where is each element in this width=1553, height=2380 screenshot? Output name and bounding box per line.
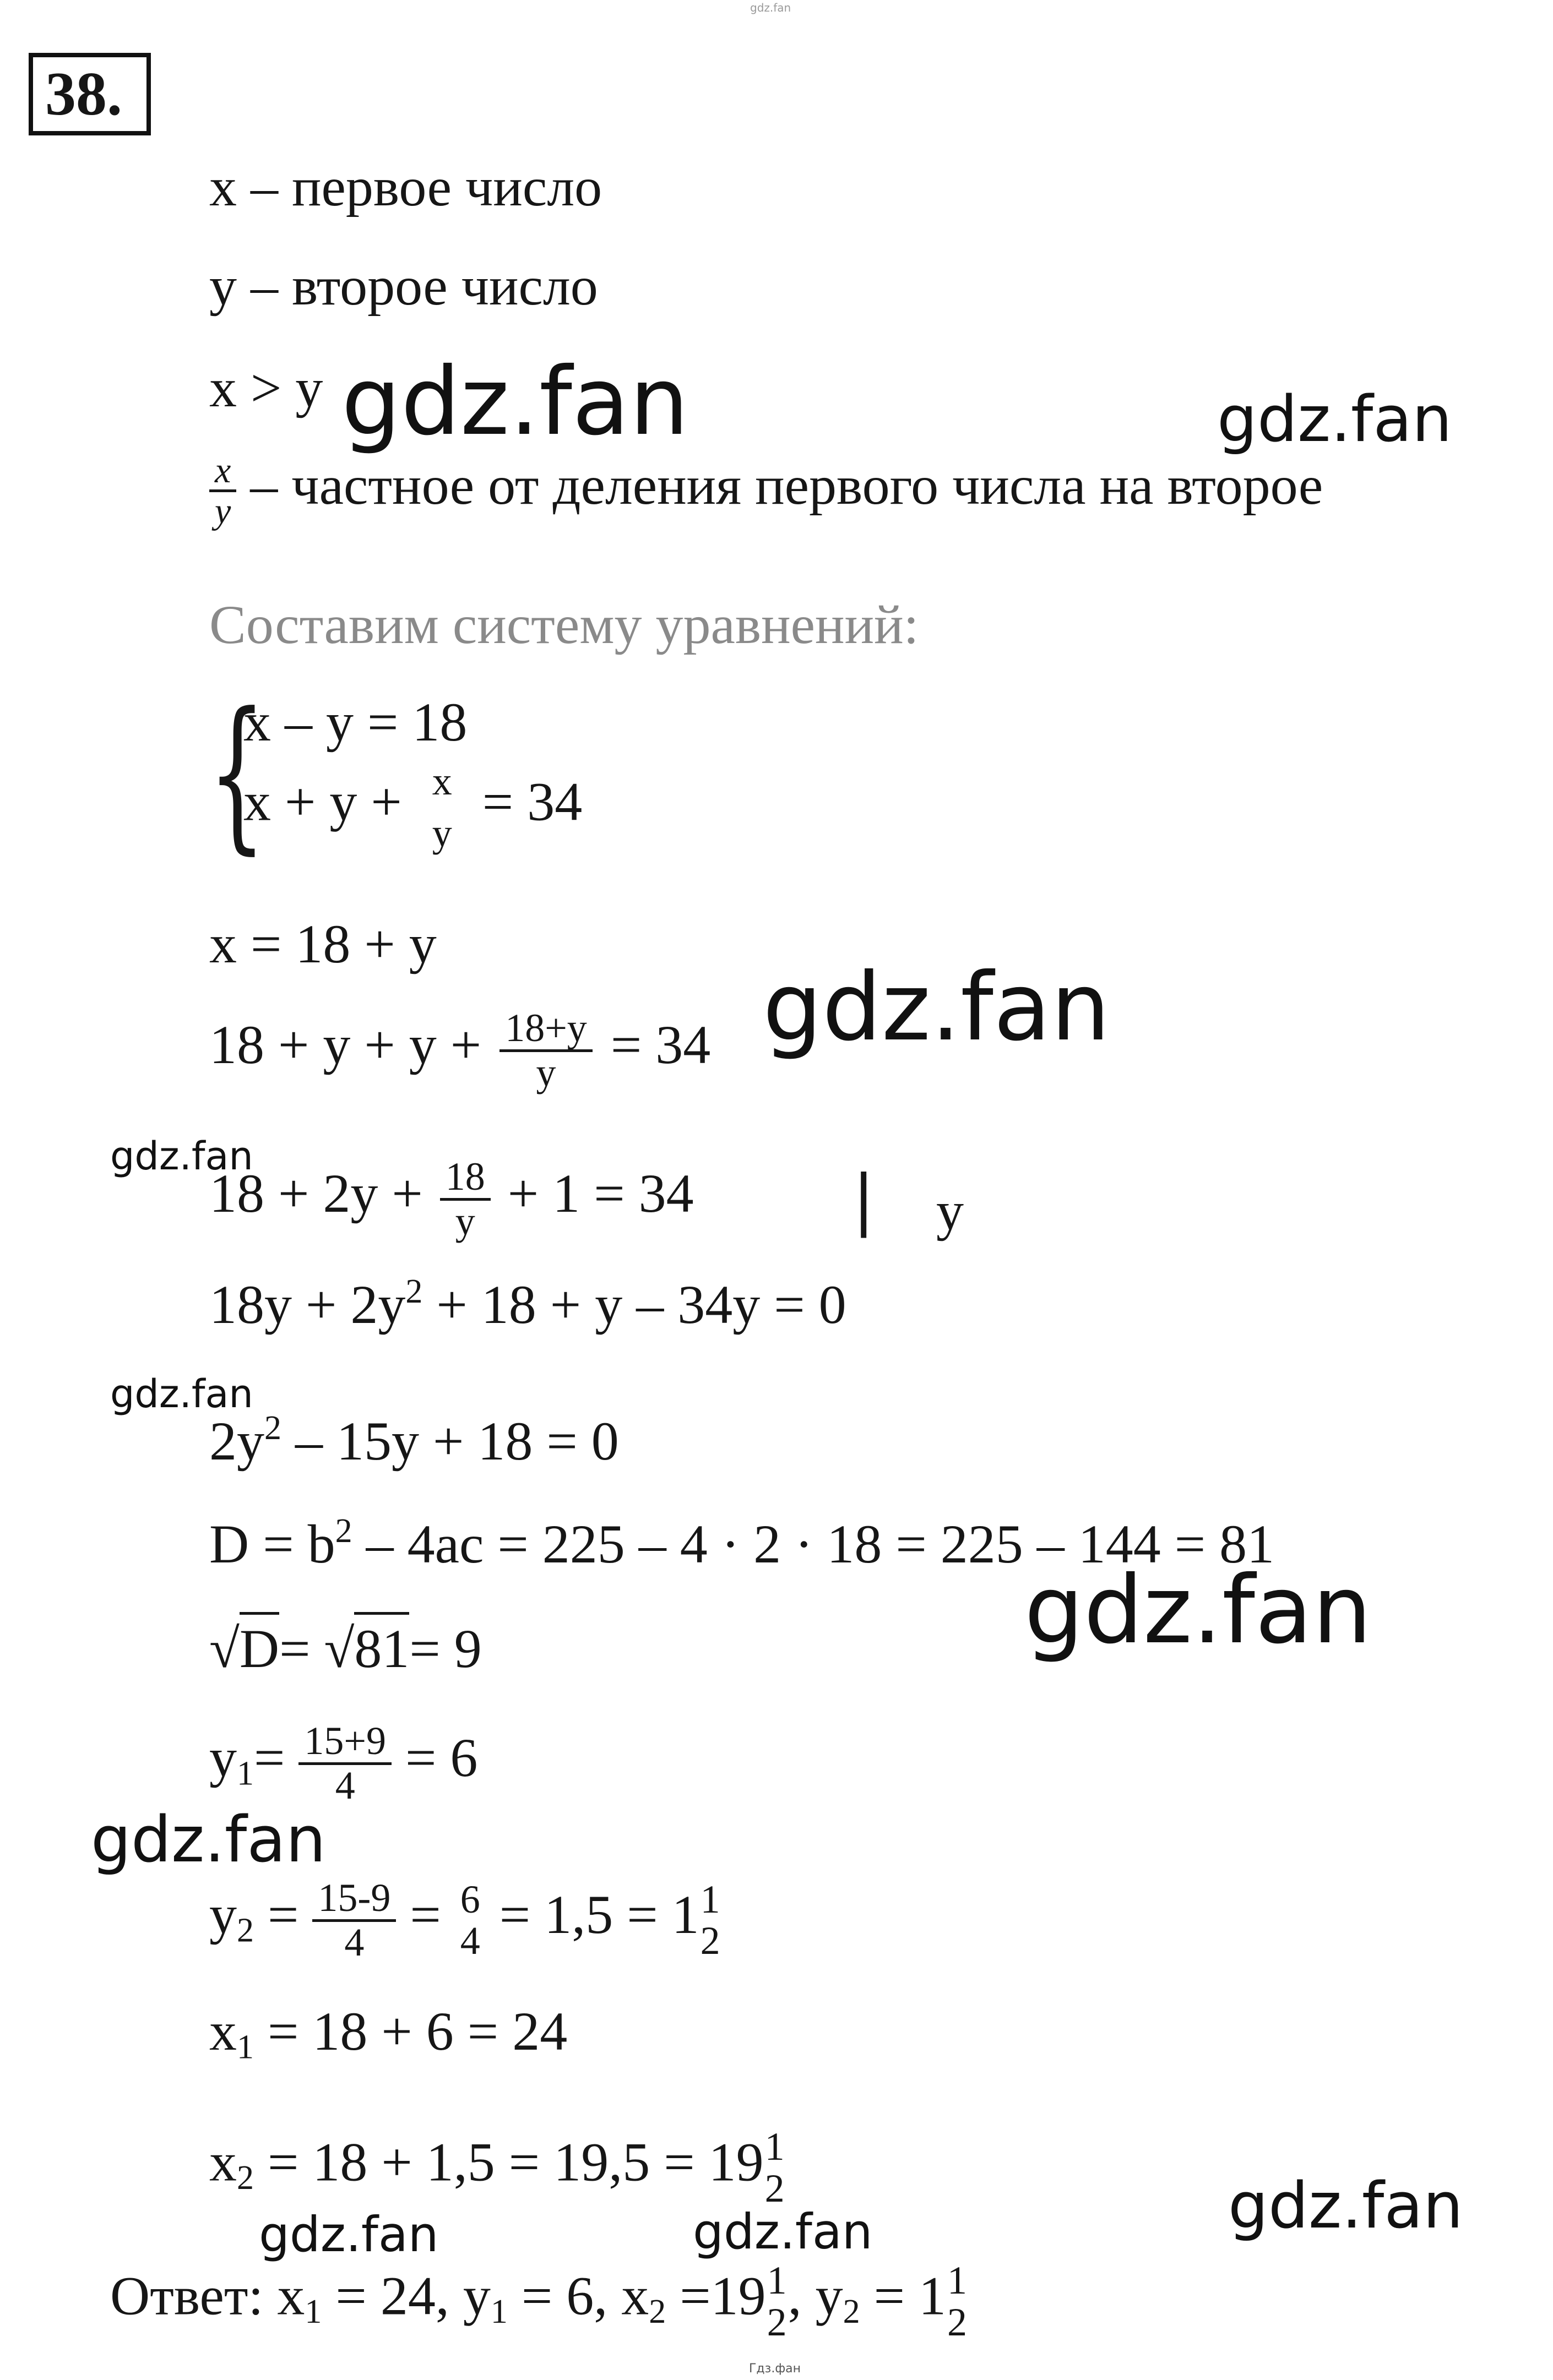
watermark: gdz.fan — [1228, 2169, 1463, 2243]
answer-fraction-1 — [766, 2260, 788, 2343]
y2-mixed-fraction — [699, 1879, 721, 1962]
fraction-numerator: 15+9 — [298, 1720, 392, 1765]
system-brace: { — [208, 677, 266, 869]
definition-x: x – первое число — [209, 156, 602, 217]
step-root-y1 — [209, 1720, 477, 1806]
step-simplify-left: 18 + 2y + — [209, 1163, 423, 1224]
step-expand — [209, 1272, 846, 1335]
sqrt-sign: √ — [209, 1618, 240, 1679]
footer-watermark: Гдз.фан — [749, 2362, 801, 2376]
condition-x-greater-y: x > y — [209, 357, 323, 418]
answer-part: = 24, y — [335, 2265, 491, 2327]
answer-part: , y — [788, 2265, 843, 2327]
subscript: 2 — [237, 2159, 254, 2197]
watermark: gdz.fan — [1217, 383, 1452, 456]
watermark: gdz.fan — [110, 1371, 253, 1417]
multiply-by-y: y — [936, 1180, 964, 1241]
step-expand-b: + 18 + y – 34y = 0 — [436, 1274, 846, 1335]
quotient-definition — [209, 451, 1323, 531]
step-simplify — [209, 1156, 694, 1242]
answer-part: = 6, x — [521, 2265, 649, 2327]
equals-sign: = — [268, 1884, 299, 1946]
fraction-numerator: 15-9 — [312, 1877, 396, 1922]
fraction-numerator: 6 — [460, 1877, 480, 1921]
multiply-bar: | — [852, 1162, 875, 1238]
task-number-dot: . — [107, 60, 122, 128]
radicand: 81 — [354, 1612, 409, 1679]
system-equation-2 — [243, 761, 582, 854]
step-expand-a: 18y + 2y — [209, 1274, 406, 1335]
answer-part: =19 — [680, 2265, 766, 2327]
step-discriminant-a: D = b — [209, 1513, 335, 1575]
task-number: 38 — [45, 60, 107, 128]
fraction-denominator: y — [536, 1050, 556, 1094]
variable-y: y — [209, 1727, 237, 1789]
fraction-denominator: 2 — [947, 2300, 968, 2344]
step-root-x2 — [209, 2126, 786, 2209]
variable-x: x — [209, 2001, 237, 2062]
subscript: 1 — [237, 2028, 254, 2066]
fraction-denominator: 2 — [764, 2166, 785, 2210]
step-quadratic-a: 2y — [209, 1410, 264, 1472]
step-substitute-fraction — [499, 1007, 593, 1093]
quotient-text: – частное от деления первого числа на второе — [250, 454, 1323, 516]
fraction-numerator: 18 — [440, 1156, 491, 1201]
watermark: gdz.fan — [763, 953, 1110, 1062]
subscript: 1 — [237, 1755, 254, 1793]
y2-fraction-reduced — [455, 1879, 486, 1962]
variable-x: x — [209, 2131, 237, 2193]
subscript: 1 — [490, 2293, 508, 2331]
fraction-denominator: 2 — [700, 1919, 720, 1963]
eq2-left: x + y + — [243, 771, 402, 832]
fraction-denominator: 4 — [335, 1763, 355, 1807]
fraction-denominator: y — [455, 1199, 475, 1243]
quotient-fraction — [209, 451, 236, 531]
y2-result: = 1,5 = 1 — [499, 1884, 699, 1946]
fraction-denominator: 2 — [767, 2300, 787, 2344]
fraction-denominator: y — [215, 491, 231, 532]
step-sqrt-discriminant — [209, 1618, 482, 1679]
step-discriminant-b: – 4ac = 225 – 4 · 2 · 18 = 225 – 144 = 81 — [366, 1513, 1275, 1575]
fraction-numerator: x — [209, 451, 236, 492]
watermark: gdz.fan — [259, 2206, 439, 2263]
fraction-numerator: 1 — [767, 2258, 787, 2302]
exponent: 2 — [335, 1512, 352, 1550]
equals-sign: = — [410, 1884, 441, 1946]
fraction-numerator: 18+y — [499, 1007, 593, 1052]
step-quadratic-b: – 15y + 18 = 0 — [295, 1410, 619, 1472]
watermark: gdz.fan — [110, 1134, 253, 1179]
eq2-fraction — [427, 761, 458, 854]
y1-fraction — [298, 1720, 392, 1806]
step-root-x1 — [209, 2001, 568, 2066]
step-simplify-right: + 1 = 34 — [507, 1163, 694, 1224]
step-substitute-right: = 34 — [610, 1014, 711, 1076]
fraction-numerator: 1 — [947, 2258, 968, 2302]
eq2-right: = 34 — [482, 771, 583, 832]
y2-fraction — [312, 1877, 396, 1963]
definition-y: y – второе число — [209, 255, 598, 317]
fraction-denominator: y — [432, 810, 452, 855]
sqrt-result: = 9 — [409, 1618, 482, 1679]
step-substitute-left: 18 + y + y + — [209, 1014, 482, 1076]
task-number-box — [29, 53, 151, 135]
y1-result: = 6 — [405, 1727, 478, 1789]
watermark: gdz.fan — [341, 347, 689, 456]
sqrt-sign: √ — [324, 1618, 355, 1679]
equals-sign: = — [254, 1727, 285, 1789]
answer-fraction-2 — [946, 2260, 968, 2343]
fraction-numerator: 1 — [700, 1877, 720, 1921]
x1-result: = 18 + 6 = 24 — [268, 2001, 568, 2062]
system-equation-1: x – y = 18 — [243, 691, 468, 753]
equals-sign: = — [279, 1618, 311, 1679]
x2-result: = 18 + 1,5 = 19,5 = 19 — [268, 2131, 764, 2193]
fraction-numerator: x — [432, 759, 452, 803]
system-intro: Составим систему уравнений: — [209, 594, 919, 655]
answer-part: = 1 — [873, 2265, 947, 2327]
fraction-denominator: 4 — [344, 1920, 365, 1964]
header-watermark: gdz.fan — [750, 1, 791, 14]
step-root-y2 — [209, 1877, 721, 1963]
answer-label: Ответ: x — [110, 2265, 305, 2327]
exponent: 2 — [264, 1409, 281, 1447]
watermark: gdz.fan — [91, 1803, 326, 1877]
subscript: 2 — [237, 1911, 254, 1949]
variable-y: y — [209, 1884, 237, 1946]
step-substitute — [209, 1007, 710, 1093]
x2-mixed-fraction — [764, 2126, 786, 2209]
exponent: 2 — [405, 1272, 423, 1310]
subscript: 2 — [843, 2293, 860, 2331]
watermark: gdz.fan — [1024, 1556, 1372, 1665]
step-quadratic — [209, 1409, 619, 1472]
fraction-denominator: 4 — [460, 1919, 480, 1963]
subscript: 2 — [649, 2293, 666, 2331]
step-express-x: x = 18 + y — [209, 913, 437, 974]
subscript: 1 — [305, 2293, 322, 2331]
watermark: gdz.fan — [693, 2203, 873, 2260]
answer-line — [110, 2260, 968, 2343]
step-simplify-fraction — [440, 1156, 491, 1242]
fraction-numerator: 1 — [764, 2125, 785, 2169]
radicand: D — [240, 1612, 279, 1679]
